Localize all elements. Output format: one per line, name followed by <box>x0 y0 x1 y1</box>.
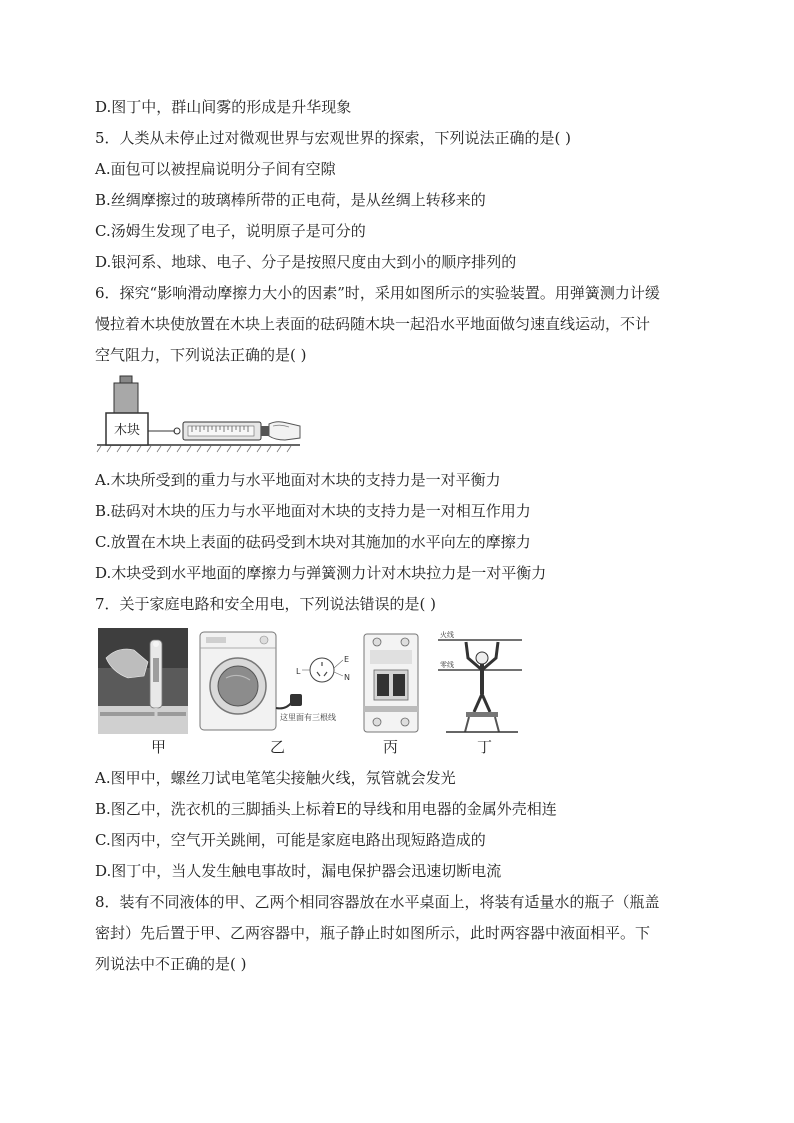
q6-option-c: C.放置在木块上表面的砝码受到木块对其施加的水平向左的摩擦力 <box>95 533 531 551</box>
q5-stem: 5．人类从未停止过对微观世界与宏观世界的探索，下列说法正确的是( ) <box>95 129 572 147</box>
q5-option-d: D.银河系、地球、电子、分子是按照尺度由大到小的顺序排列的 <box>95 253 517 271</box>
fig-label-jia: 甲 <box>151 738 167 756</box>
hand-icon <box>269 422 300 440</box>
q8-stem-line3: 列说法中不正确的是( ) <box>95 955 247 973</box>
fig-label-bing: 丙 <box>383 738 399 756</box>
q8-stem-line2: 密封）先后置于甲、乙两容器中，瓶子静止时如图所示，此时两容器中液面相平。下 <box>95 924 651 942</box>
q7-figure-jia-test-pen <box>98 628 188 734</box>
q7-figure-ding-electric-shock <box>438 628 522 734</box>
q5-option-b: B.丝绸摩擦过的玻璃棒所带的正电荷，是从丝绸上转移来的 <box>95 191 486 209</box>
q5-option-a: A.面包可以被捏扁说明分子间有空隙 <box>95 160 336 178</box>
fig-label-ding: 丁 <box>477 738 493 756</box>
q7-option-d: D.图丁中，当人发生触电事故时，漏电保护器会迅速切断电流 <box>95 862 502 880</box>
pin-label-n: N <box>344 673 350 682</box>
q6-stem-line1: 6．探究“影响滑动摩擦力大小的因素”时，采用如图所示的实验装置。用弹簧测力计缓 <box>95 284 660 302</box>
q6-figure-friction-apparatus <box>95 374 305 456</box>
q8-stem-line1: 8．装有不同液体的甲、乙两个相同容器放在水平桌面上，将装有适量水的瓶子（瓶盖 <box>95 893 660 911</box>
q6-option-d: D.木块受到水平地面的摩擦力与弹簧测力计对木块拉力是一对平衡力 <box>95 564 547 582</box>
q4-option-d: D.图丁中，群山间雾的形成是升华现象 <box>95 98 352 116</box>
q6-option-a: A.木块所受到的重力与水平地面对木块的支持力是一对平衡力 <box>95 471 501 489</box>
q7-figure-yi-washing-machine <box>198 628 358 734</box>
pin-label-l: L <box>296 667 301 676</box>
wire-label-neutral: 零线 <box>440 661 454 669</box>
q6-option-b: B.砝码对木块的压力与水平地面对木块的支持力是一对相互作用力 <box>95 502 531 520</box>
q6-stem-line2: 慢拉着木块使放置在木块上表面的砝码随木块一起沿水平地面做匀速直线运动，不计 <box>95 315 651 333</box>
fig-label-yi: 乙 <box>270 738 286 756</box>
weight-icon <box>114 376 138 413</box>
q7-stem: 7．关于家庭电路和安全用电，下列说法错误的是( ) <box>95 595 437 613</box>
q6-stem-line3: 空气阻力，下列说法正确的是( ) <box>95 346 307 364</box>
spring-scale-icon <box>174 422 269 440</box>
q7-option-c: C.图丙中，空气开关跳闸，可能是家庭电路出现短路造成的 <box>95 831 486 849</box>
fig-yi-note: 这里面有三根线 <box>280 713 336 722</box>
pin-label-e: E <box>344 655 350 664</box>
q5-option-c: C.汤姆生发现了电子，说明原子是可分的 <box>95 222 366 240</box>
q7-option-a: A.图甲中，螺丝刀试电笔笔尖接触火线，氖管就会发光 <box>95 769 456 787</box>
wood-block-label: 木块 <box>113 423 141 438</box>
q7-figure-bing-air-switch <box>362 632 420 734</box>
wire-label-live: 火线 <box>440 631 454 639</box>
q7-option-b: B.图乙中，洗衣机的三脚插头上标着E的导线和用电器的金属外壳相连 <box>95 800 557 818</box>
